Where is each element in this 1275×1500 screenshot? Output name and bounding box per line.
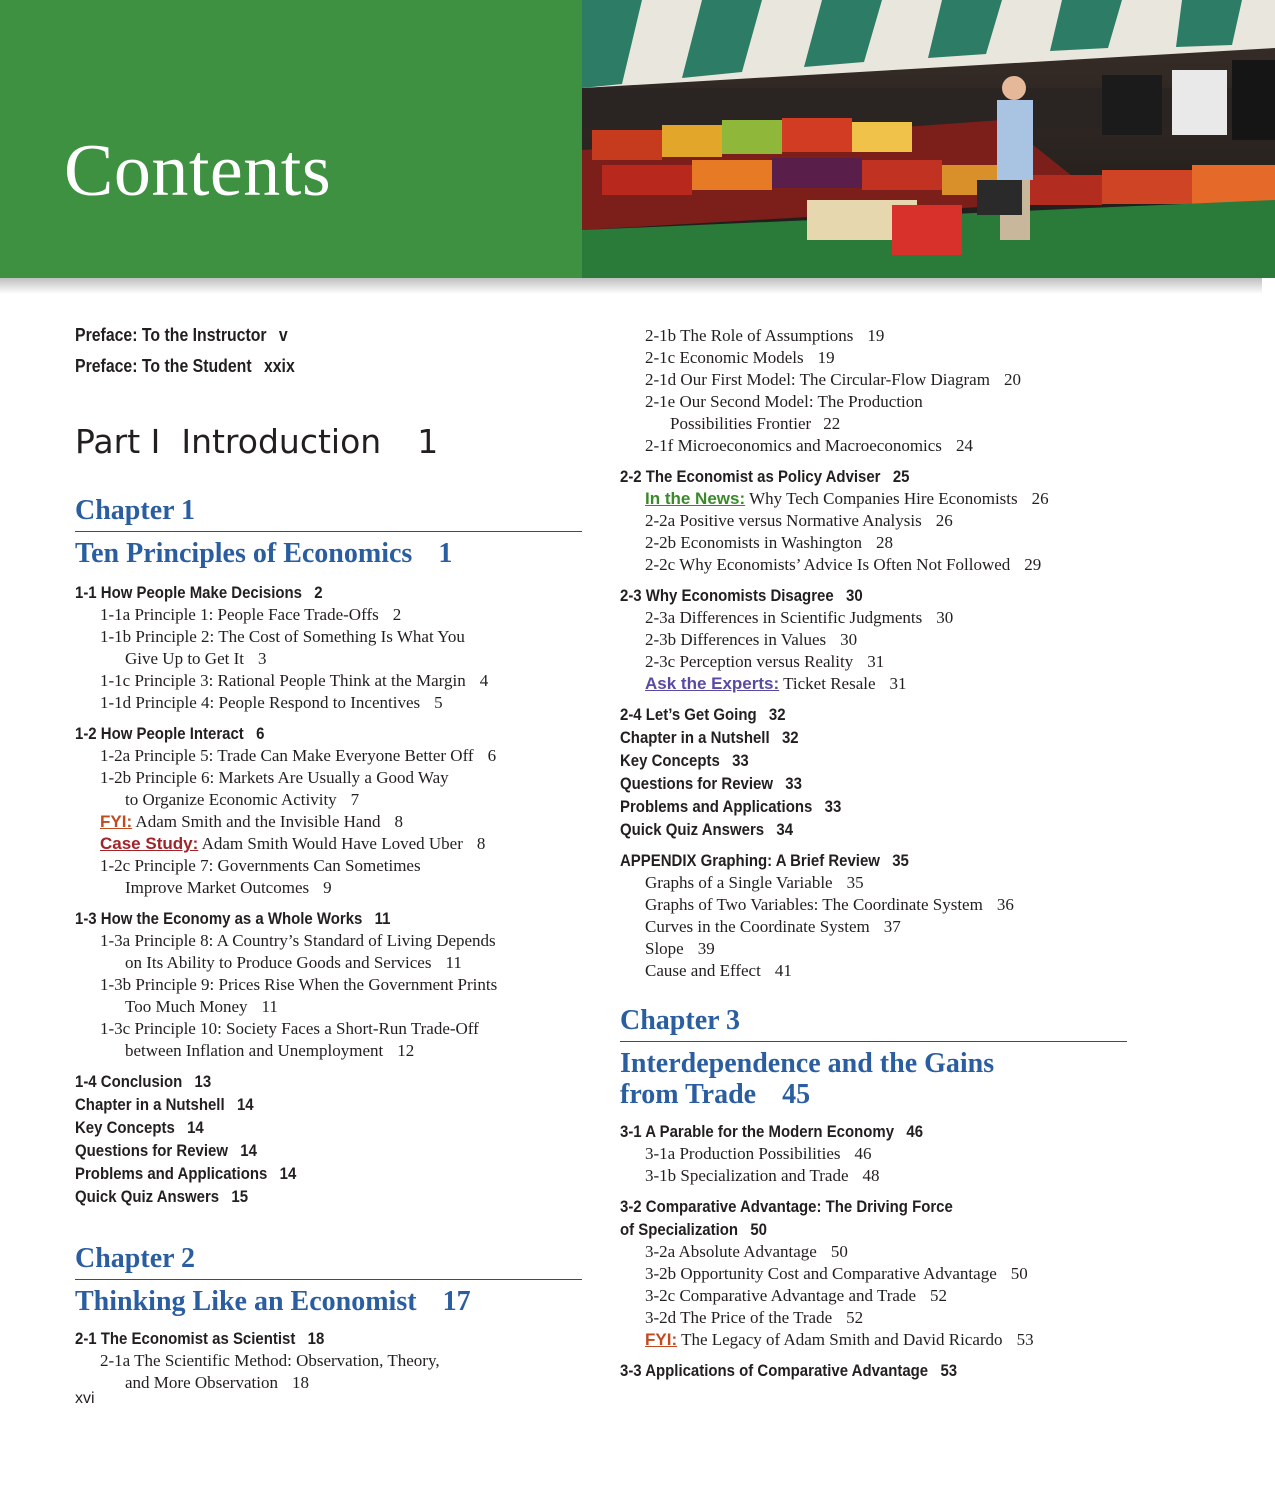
chapter-3-label: Chapter 3 (620, 1005, 741, 1036)
subsection-2-2b[interactable]: 2-2b Economists in Washington 28 (645, 533, 893, 552)
subsection-2-1a[interactable]: 2-1a The Scientific Method: Observation, Theory, (100, 1351, 440, 1370)
subsection-2-1e[interactable]: 2-1e Our Second Model: The Production (645, 392, 923, 411)
subsection-1-2c-cont[interactable]: Improve Market Outcomes 9 (125, 878, 332, 897)
section-2-1[interactable]: 2-1 The Economist as Scientist 18 (75, 1329, 325, 1348)
fyi-tag: FYI: (645, 1330, 678, 1349)
toc-entry-problems[interactable]: Problems and Applications 14 (75, 1164, 297, 1183)
toc-entry-key-concepts[interactable]: Key Concepts 14 (75, 1118, 204, 1137)
section-2-3[interactable]: 2-3 Why Economists Disagree 30 (620, 586, 863, 605)
subsection-2-1d[interactable]: 2-1d Our First Model: The Circular-Flow Diagram 20 (645, 370, 1021, 389)
subsection-2-2c[interactable]: 2-2c Why Economists’ Advice Is Often Not Followed 29 (645, 555, 1042, 574)
chapter-2-rule (75, 1279, 582, 1280)
toc-entry-quiz-answers[interactable]: Quick Quiz Answers 15 (75, 1187, 249, 1206)
subsection-2-1a-cont[interactable]: and More Observation 18 (125, 1373, 309, 1392)
subsection-2-3b[interactable]: 2-3b Differences in Values 30 (645, 630, 858, 649)
appendix-item[interactable]: Slope 39 (645, 939, 715, 958)
toc-entry-questions-review-2[interactable]: Questions for Review 33 (620, 774, 802, 793)
fyi-tag: FYI: (100, 812, 133, 831)
banner-green-panel (0, 0, 582, 278)
feature-fyi-invisible-hand[interactable]: FYI: Adam Smith and the Invisible Hand 8 (100, 812, 403, 831)
subsection-1-1d[interactable]: 1-1d Principle 4: People Respond to Incentives 5 (100, 693, 443, 712)
subsection-1-3a[interactable]: 1-3a Principle 8: A Country’s Standard of Living Depends (100, 931, 496, 950)
subsection-1-3c-cont[interactable]: between Inflation and Unemployment 12 (125, 1041, 415, 1060)
subsection-1-1c[interactable]: 1-1c Principle 3: Rational People Think at the Margin 4 (100, 671, 489, 690)
subsection-3-1b[interactable]: 3-1b Specialization and Trade 48 (645, 1166, 880, 1185)
toc-entry-preface-student[interactable]: Preface: To the Student xxix (75, 356, 295, 376)
page-number: xvi (75, 1390, 95, 1407)
subsection-3-2a[interactable]: 3-2a Absolute Advantage 50 (645, 1242, 848, 1261)
part-heading[interactable]: Part I Introduction 1 (75, 422, 439, 461)
section-3-2[interactable]: 3-2 Comparative Advantage: The Driving Force (620, 1197, 953, 1216)
subsection-1-2b[interactable]: 1-2b Principle 6: Markets Are Usually a Good Way (100, 768, 449, 787)
toc-entry-nutshell-2[interactable]: Chapter in a Nutshell 32 (620, 728, 799, 747)
appendix-item[interactable]: Curves in the Coordinate System 37 (645, 917, 901, 936)
subsection-1-1a[interactable]: 1-1a Principle 1: People Face Trade-Offs 2 (100, 605, 402, 624)
chapter-1-title[interactable]: Ten Principles of Economics 1 (75, 538, 453, 569)
appendix-item[interactable]: Graphs of a Single Variable 35 (645, 873, 864, 892)
banner-shadow (0, 278, 1262, 294)
toc-entry-nutshell[interactable]: Chapter in a Nutshell 14 (75, 1095, 254, 1114)
page-title: Contents (64, 130, 332, 212)
toc-right-column (620, 325, 1127, 1382)
subsection-2-1b[interactable]: 2-1b The Role of Assumptions 19 (645, 326, 885, 345)
subsection-3-1a[interactable]: 3-1a Production Possibilities 46 (645, 1144, 872, 1163)
subsection-1-2a[interactable]: 1-2a Principle 5: Trade Can Make Everyone Better Off 6 (100, 746, 497, 765)
chapter-1-rule (75, 531, 582, 532)
chapter-2-title[interactable]: Thinking Like an Economist 17 (75, 1286, 471, 1317)
feature-case-study-uber[interactable]: Case Study: Adam Smith Would Have Loved Uber 8 (100, 834, 486, 853)
toc-entry-problems-2[interactable]: Problems and Applications 33 (620, 797, 842, 816)
toc-entry-preface-instructor[interactable]: Preface: To the Instructor v (75, 325, 288, 345)
section-1-3[interactable]: 1-3 How the Economy as a Whole Works 11 (75, 909, 391, 928)
banner (0, 0, 1275, 278)
section-2-2[interactable]: 2-2 The Economist as Policy Adviser 25 (620, 467, 910, 486)
subsection-2-3c[interactable]: 2-3c Perception versus Reality 31 (645, 652, 885, 671)
toc-entry-quiz-answers-2[interactable]: Quick Quiz Answers 34 (620, 820, 794, 839)
ask-the-experts-tag: Ask the Experts: (645, 674, 780, 693)
subsection-1-2c[interactable]: 1-2c Principle 7: Governments Can Sometimes (100, 856, 421, 875)
chapter-2-label: Chapter 2 (75, 1243, 196, 1274)
in-the-news-tag: In the News: (645, 489, 746, 508)
market-stall-photo (582, 0, 1275, 278)
subsection-1-2b-cont[interactable]: to Organize Economic Activity 7 (125, 790, 360, 809)
case-study-tag: Case Study: (100, 834, 199, 853)
subsection-1-3b[interactable]: 1-3b Principle 9: Prices Rise When the Government Prints (100, 975, 498, 994)
feature-fyi-legacy[interactable]: FYI: The Legacy of Adam Smith and David Ricardo 53 (645, 1330, 1034, 1349)
appendix-item[interactable]: Cause and Effect 41 (645, 961, 792, 980)
subsection-2-1c[interactable]: 2-1c Economic Models 19 (645, 348, 835, 367)
toc-left-column (75, 320, 582, 1394)
subsection-3-2c[interactable]: 3-2c Comparative Advantage and Trade 52 (645, 1286, 947, 1305)
subsection-1-3c[interactable]: 1-3c Principle 10: Society Faces a Short-Run Trade-Off (100, 1019, 479, 1038)
subsection-1-3a-cont[interactable]: on Its Ability to Produce Goods and Services 11 (125, 953, 462, 972)
subsection-3-2b[interactable]: 3-2b Opportunity Cost and Comparative Advantage 50 (645, 1264, 1028, 1283)
chapter-3-rule (620, 1041, 1127, 1042)
section-3-1[interactable]: 3-1 A Parable for the Modern Economy 46 (620, 1122, 924, 1141)
subsection-1-1b-cont[interactable]: Give Up to Get It 3 (125, 649, 267, 668)
subsection-3-2d[interactable]: 3-2d The Price of the Trade 52 (645, 1308, 864, 1327)
section-1-1[interactable]: 1-1 How People Make Decisions 2 (75, 583, 323, 602)
section-3-3[interactable]: 3-3 Applications of Comparative Advantage 53 (620, 1361, 958, 1380)
section-1-2[interactable]: 1-2 How People Interact 6 (75, 724, 265, 743)
subsection-1-3b-cont[interactable]: Too Much Money 11 (125, 997, 278, 1016)
feature-ask-the-experts[interactable]: Ask the Experts: Ticket Resale 31 (645, 674, 907, 693)
subsection-1-1b[interactable]: 1-1b Principle 2: The Cost of Something Is What You (100, 627, 465, 646)
chapter-1-label: Chapter 1 (75, 495, 196, 526)
subsection-2-1f[interactable]: 2-1f Microeconomics and Macroeconomics 24 (645, 436, 973, 455)
toc-entry-lets-get-going[interactable]: 2-4 Let’s Get Going 32 (620, 705, 786, 724)
chapter-3-title[interactable]: Interdependence and the Gains from Trade 45 (620, 1048, 995, 1110)
toc-entry-conclusion[interactable]: 1-4 Conclusion 13 (75, 1072, 212, 1091)
subsection-2-2a[interactable]: 2-2a Positive versus Normative Analysis 26 (645, 511, 953, 530)
appendix-heading[interactable]: APPENDIX Graphing: A Brief Review 35 (620, 851, 909, 870)
toc-entry-questions-review[interactable]: Questions for Review 14 (75, 1141, 257, 1160)
feature-in-the-news[interactable]: In the News: Why Tech Companies Hire Economists 26 (645, 489, 1049, 508)
subsection-2-1e-cont[interactable]: Possibilities Frontier 22 (670, 414, 841, 433)
subsection-2-3a[interactable]: 2-3a Differences in Scientific Judgments 30 (645, 608, 954, 627)
appendix-item[interactable]: Graphs of Two Variables: The Coordinate System 36 (645, 895, 1014, 914)
toc-entry-key-concepts-2[interactable]: Key Concepts 33 (620, 751, 749, 770)
section-3-2-cont[interactable]: of Specialization 50 (620, 1220, 768, 1239)
